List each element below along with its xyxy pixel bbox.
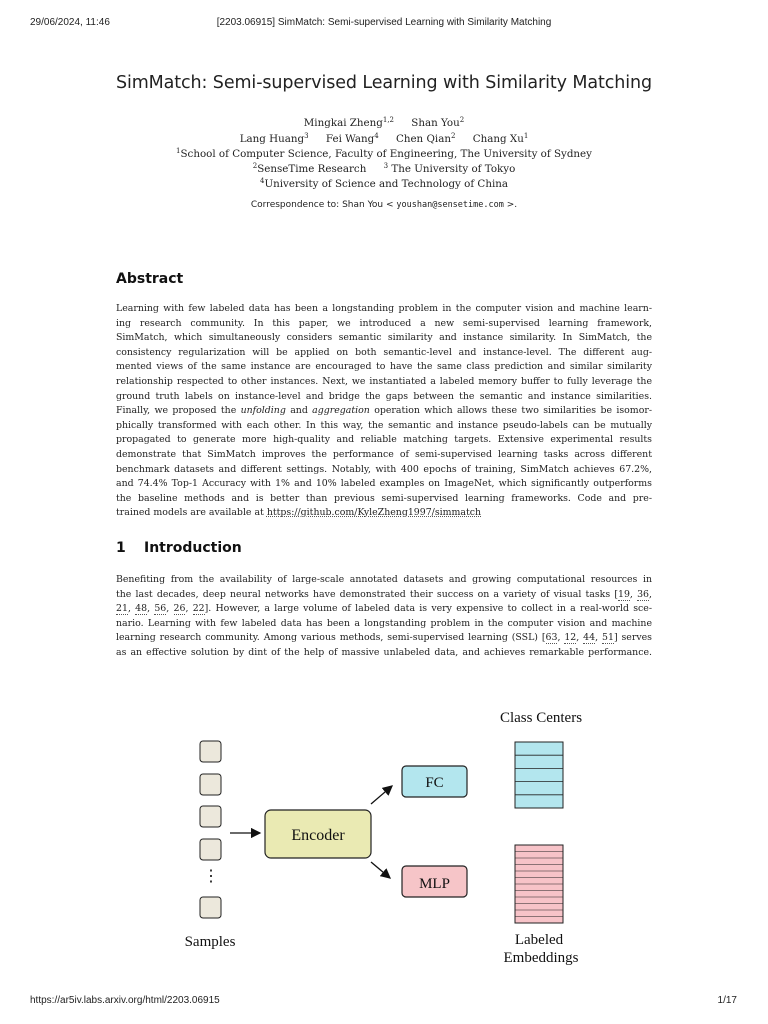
- correspondence-email[interactable]: youshan@sensetime.com: [396, 200, 504, 210]
- intro-line: the last decades, deep neural networks have demonstrated their success on a variety of visual tasks [19, 36,: [116, 588, 652, 600]
- correspondence-lt: <: [385, 200, 394, 210]
- correspondence: [0, 200, 768, 210]
- author-line-2: [0, 133, 768, 145]
- abstract-line: Learning with few labeled data has been a longstanding problem in the computer vision and machine learn-: [116, 303, 652, 314]
- paper-title: SimMatch: Semi-supervised Learning with Similarity Matching: [115, 73, 653, 93]
- citation-link[interactable]: 19: [617, 588, 630, 600]
- abstract-line: the baseline methods and is better than previous semi-supervised learning frameworks. Code and pre-: [116, 492, 652, 504]
- author-name: Mingkai Zheng: [303, 117, 383, 129]
- print-page-title: [2203.06915] SimMatch: Semi-supervised Learning with Similarity Matching: [216, 17, 552, 28]
- author-affil: 2: [459, 116, 465, 124]
- intro-line: 21, 48, 56, 26, 22]. However, a large volume of labeled data is very expensive to collect in a real-world sce-: [116, 603, 652, 615]
- author-name: Shan You: [411, 117, 460, 129]
- author-line-1: [0, 117, 768, 129]
- author-name: Chang Xu: [472, 133, 524, 145]
- intro-line: nario. Learning with few labeled data has been a longstanding problem in the computer vision and machine: [116, 617, 652, 629]
- fc-label: FC: [425, 775, 444, 791]
- arrow-encoder-mlp: [371, 862, 390, 878]
- author-affil: 2: [450, 132, 456, 140]
- affil-text: SenseTime Research: [257, 163, 367, 175]
- encoder-label: Encoder: [291, 827, 345, 844]
- labeled-embeddings-label-1: Labeled: [514, 932, 564, 948]
- sample-box: [200, 806, 221, 827]
- sample-box: [200, 839, 221, 860]
- samples-label: Samples: [184, 934, 236, 950]
- section-number: 1: [116, 540, 126, 556]
- print-timestamp: 29/06/2024, 11:46: [30, 17, 110, 28]
- code-link[interactable]: https://github.com/KyleZheng1997/simmatch: [266, 507, 482, 519]
- affil-text: University of Science and Technology of China: [264, 178, 509, 190]
- affil-text: The University of Tokyo: [391, 163, 516, 175]
- abstract-line: ground truth labels on instance-level and bridge the gaps between the semantic and instance similarities.: [116, 390, 652, 402]
- abstract-line: and 74.4% Top-1 Accuracy with 1% and 10% labeled examples on ImageNet, which significantly outperforms: [116, 478, 652, 490]
- sample-box: [200, 741, 221, 762]
- print-url[interactable]: https://ar5iv.labs.arxiv.org/html/2203.06915: [30, 995, 220, 1006]
- citation-link[interactable]: 26: [173, 603, 186, 615]
- intro-line: as an effective solution by dint of the help of massive unlabeled data, and achieves remarkable performance.: [116, 646, 652, 658]
- abstract-heading: Abstract: [116, 271, 184, 287]
- intro-line: Benefiting from the availability of large-scale annotated datasets and growing computational resources in: [116, 574, 652, 585]
- abstract-line: demonstrate that SimMatch improves the performance of semi-supervised learning tasks across different: [116, 448, 652, 460]
- labeled-embeddings-label-2: Embeddings: [503, 950, 579, 966]
- pipeline-figure: [150, 700, 610, 970]
- abstract-line: ing research community. In this paper, we introduced a new semi-supervised learning framework,: [116, 317, 652, 329]
- abstract-line: phically transformed with each other. In this way, the semantic and instance pseudo-labels can be mutually: [116, 419, 652, 431]
- class-centers-label: Class Centers: [499, 710, 583, 726]
- class-centers-bank: [515, 742, 563, 808]
- author-affil: 1: [523, 132, 529, 140]
- citation-link[interactable]: 48: [135, 603, 148, 615]
- affiliation-4: [0, 178, 768, 190]
- citation-link[interactable]: 21: [116, 603, 128, 615]
- abstract-line: mented views of the same instance are encouraged to have the same class prediction and similar similarity: [116, 361, 652, 373]
- affil-text: School of Computer Science, Faculty of Engineering, The University of Sydney: [180, 148, 592, 160]
- citation-link[interactable]: 51: [602, 632, 614, 644]
- citation-link[interactable]: 22: [192, 603, 205, 615]
- author-name: Fei Wang: [325, 133, 375, 145]
- affil-sup: 2: [252, 162, 258, 170]
- affil-sup: 4: [259, 177, 265, 185]
- abstract-last-line: [116, 506, 652, 521]
- abstract-line: consistency regularization will be applied on both semantic-level and instance-level. The different aug-: [116, 346, 652, 358]
- correspondence-prefix: Correspondence to: Shan You: [250, 200, 384, 210]
- author-name: Lang Huang: [239, 133, 305, 145]
- citation-link[interactable]: 12: [564, 632, 577, 644]
- correspondence-gt: >.: [506, 200, 518, 210]
- citation-link[interactable]: 56: [154, 603, 167, 615]
- sample-box: [200, 897, 221, 918]
- affil-sup: 1: [176, 147, 181, 155]
- author-affil: 4: [374, 132, 379, 140]
- citation-link[interactable]: 36: [637, 588, 650, 600]
- emphasis-aggregation: aggregation: [312, 405, 370, 417]
- arrow-encoder-fc: [371, 786, 392, 804]
- affiliation-2-3: [0, 163, 768, 175]
- citation-link[interactable]: 44: [583, 632, 596, 644]
- author-affil: 1,2: [382, 116, 395, 124]
- print-page-number: 1/17: [717, 995, 737, 1006]
- samples-ellipsis: ⋮: [203, 868, 219, 885]
- abstract-line: Finally, we proposed the unfolding and aggregation operation which allows these two similarities be isomor-: [116, 405, 652, 417]
- emphasis-unfolding: unfolding: [240, 405, 286, 417]
- sample-box: [200, 774, 221, 795]
- author-name: Chen Qian: [395, 133, 451, 145]
- intro-body: [116, 573, 652, 661]
- mlp-label: MLP: [419, 876, 450, 892]
- abstract-line: relationship respected to other instances. Next, we instantiated a labeled memory buffer to fully leverage the: [116, 375, 652, 387]
- section-title: Introduction: [144, 540, 242, 556]
- citation-link[interactable]: 63: [545, 632, 558, 644]
- abstract-line: benchmark datasets and different settings. Notably, with 400 epochs of training, SimMatch achieves 67.2%,: [116, 463, 652, 475]
- abstract-body: [116, 302, 652, 521]
- affil-sup: 3: [383, 162, 389, 170]
- affiliation-1: [0, 148, 768, 160]
- author-affil: 3: [304, 132, 309, 140]
- intro-line: learning research community. Among various methods, semi-supervised learning (SSL) [63, 12, 44, 51] serves: [116, 632, 652, 644]
- intro-heading: [116, 540, 242, 556]
- abstract-line: propagated to generate more high-quality and reliable matching targets. Extensive experimental results: [116, 434, 652, 446]
- abstract-line: SimMatch, which simultaneously considers semantic similarity and instance similarity. In SimMatch, the: [116, 332, 652, 344]
- abstract-last-prefix: trained models are available at: [116, 507, 264, 519]
